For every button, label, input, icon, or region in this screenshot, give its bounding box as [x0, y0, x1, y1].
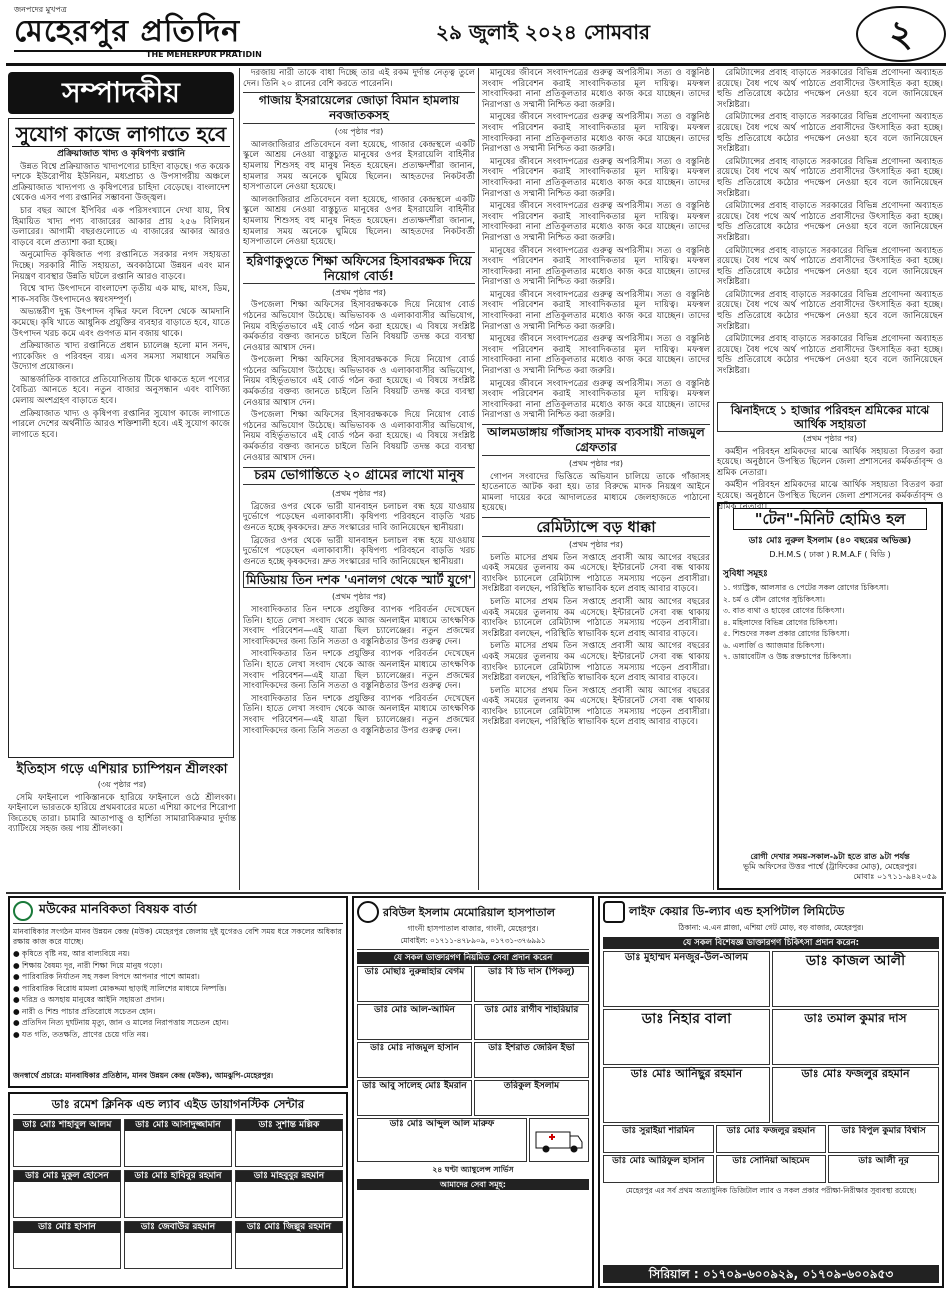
col4-top-text: রেমিট্যান্সের প্রবাহ বাড়াতে সরকারের বিভিন্ন প্রণোদনা অব্যাহত রয়েছে। বৈধ পথে অর্থ পাঠাতে প্রবাসীদের উৎসাহিত করা হচ্ছে। হুন্ডি প্রতিরোধে কঠোর পদক্ষেপ নেওয়া হবে বলে জানিয়েছেন সংশ্লিষ্টরা।	[717, 334, 943, 377]
ads-divider	[6, 892, 946, 894]
doctor-card: ডাঃ মোঃ আব্দুল আল মারুফ	[357, 1118, 527, 1162]
doctor-card: ডাঃ মুহাম্মদ মনজুর-উল-আলম	[603, 951, 770, 1007]
homeo-hours: রোগী দেখার সময়-সকাল-৯টা হতে রাত ৯টা পর্যন্ত	[750, 852, 910, 861]
board-headline: হরিণাকুণ্ডুতে শিক্ষা অফিসের হিসাবরক্ষক দিয়ে নিয়োগ বোর্ড!	[243, 252, 475, 284]
aid-story	[717, 400, 943, 512]
doctor-card: ডাঃ মোঃ নাজমুল হাসান	[357, 1042, 472, 1078]
doctor-card: ডাঃ ইশরাত জেরিন ইভা	[474, 1042, 589, 1078]
list-item: ● শিক্ষায় বৈষম্য দূর, নারী শিক্ষা দিয়ে মানুষ গড়ো।	[13, 960, 163, 970]
page-number: ২	[856, 6, 946, 62]
homeo-title: "টেন"-মিনিট হোমিও হল	[733, 508, 927, 530]
doctor-card: ডাঃ বিপুল কুমার বিশ্বাস	[828, 1125, 939, 1153]
doctor-card: ডাঃ মোঃ ফজলুর রহমান	[772, 1067, 939, 1123]
ambulance-service: ২৪ ঘণ্টা অ্যাম্বুলেন্স সার্ভিস	[432, 1165, 514, 1174]
editorial-banner: সম্পাদকীয়	[8, 72, 234, 114]
remittance-headline: রেমিট্যান্সে বড় ধাক্কা	[482, 517, 710, 537]
board-body: উপজেলা শিক্ষা অফিসের হিসাবরক্ষককে দিয়ে নিয়োগ বোর্ড গঠনের অভিযোগ উঠেছে। অভিভাবক ও এলাকাবাসীর অভিযোগ, নিয়ম বহির্ভূতভাবে এই বোর্ড গঠন করা হয়েছে। এ বিষয়ে সংশ্লিষ্ট কর্মকর্তার বক্তব্য জানতে চাইলে তিনি বিষয়টি তদন্ত করে ব্যবস্থা নেওয়ার আশ্বাস দেন।	[243, 355, 475, 408]
doctor-card: ডাঃ মোঃ শাহাবুল আলম	[13, 1119, 121, 1167]
masthead	[6, 4, 946, 66]
aid-body: কর্মহীন পরিবহন শ্রমিকদের মাঝে আর্থিক সহায়তা বিতরণ করা হয়েছে। অনুষ্ঠানে উপস্থিত ছিলেন জেলা প্রশাসনের কর্মকর্তাবৃন্দ ও শ্রমিক নেতারা।	[717, 480, 943, 512]
editorial-paragraph: চার বছর আগে ইপিবির এক পরিসংখ্যানে দেখা যায়, বিশ্ব হিমায়িত খাদ্য পণ্য বাজারের আকার প্রায় ২৫৬ বিলিয়ন ডলারের। আগামী বছরগুলোতে এ বাজারের আকার আরও বাড়বে বলে প্রত্যাশা করা হচ্ছে।	[12, 205, 230, 248]
remittance-body: চলতি মাসের প্রথম তিন সপ্তাহে প্রবাসী আয় আগের বছরের একই সময়ের তুলনায় কম এসেছে। ইন্টারনেট সেবা বন্ধ থাকায় ব্যাংকিং চ্যানেলে রেমিট্যান্স পাঠাতে সমস্যায় পড়েন প্রবাসীরা। সংশ্লিষ্টরা বলছেন, পরিস্থিতি স্বাভাবিক হলে প্রবাহ আবার বাড়বে।	[482, 596, 710, 639]
editorial-paragraph: আন্তর্জাতিক বাজারে প্রতিযোগিতায় টিকে থাকতে হলে পণ্যের বৈচিত্র্য আনতে হবে। নতুন বাজার অনুসন্ধান এবং বাণিজ্য মেলায় অংশগ্রহণ বাড়াতে হবে।	[12, 374, 230, 407]
ambulance-icon	[529, 1118, 589, 1162]
life-care-ad	[598, 896, 944, 1288]
col4-top-text: রেমিট্যান্সের প্রবাহ বাড়াতে সরকারের বিভিন্ন প্রণোদনা অব্যাহত রয়েছে। বৈধ পথে অর্থ পাঠাতে প্রবাসীদের উৎসাহিত করা হচ্ছে। হুন্ডি প্রতিরোধে কঠোর পদক্ষেপ নেওয়া হবে বলে জানিয়েছেন সংশ্লিষ্টরা।	[717, 156, 943, 199]
homeo-services-list	[723, 583, 937, 662]
doctor-card: ডাঃ মোঃ হাসান	[13, 1221, 121, 1269]
drug-body: গোপন সংবাদের ভিত্তিতে অভিযান চালিয়ে তাকে গাঁজাসহ হাতেনাতে আটক করা হয়। তার বিরুদ্ধে মাদক নিয়ন্ত্রণ আইনে মামলা দায়ের করে আদালতের মাধ্যমে জেলহাজতে পাঠানো হয়েছে।	[482, 471, 710, 514]
homeo-footer	[723, 852, 937, 882]
list-item: ৪. মহিলাদের বিভিন্ন রোগের চিকিৎসা।	[723, 617, 838, 627]
robiul-contact: মোবাইল: ০১৭১১-৪৭৮৯০৯, ০১৭৩১-৩৭৬৯৯১	[357, 936, 589, 950]
list-item: ৬. এলার্জি ও অ্যাজমার চিকিৎসা।	[723, 640, 825, 650]
doctor-card: ডাঃ মোঃ মুকুল হোসেন	[13, 1170, 121, 1218]
list-item: ● প্রতিদিন নিত্য দুর্ঘটনায় মৃত্যু, জান ও মালের নিরাপত্তায় সচেতন হোন।	[13, 1018, 229, 1028]
doctor-card: ডাঃ জেবাউর রহমান	[124, 1221, 232, 1269]
homeo-doctor: ডাঃ মোঃ নুরুল ইসলাম (৪০ বছরের অভিজ্ঞ)	[748, 536, 912, 546]
col3-top-text: মানুষের জীবনে সংবাদপত্রের গুরুত্ব অপরিসীম। সত্য ও বস্তুনিষ্ঠ সংবাদ পরিবেশন করাই সাংবাদিকতার মূল দায়িত্ব। মফস্বল সাংবাদিকরা নানা প্রতিকূলতার মধ্যেও কাজ করে যাচ্ছেন। তাদের নিরাপত্তা ও সম্মানী নিশ্চিত করা জরুরি।	[482, 245, 710, 288]
life-care-logo-icon	[603, 901, 625, 923]
doctor-card: ডাঃ মোঃ আসাদুজ্জামান	[124, 1119, 232, 1167]
column-two	[243, 68, 475, 890]
doctor-card: ডাঃ আলী নূর	[828, 1155, 939, 1183]
doctor-card: ডাঃ মোঃ জিল্লুর রহমান	[235, 1221, 343, 1269]
list-item: ● দরিদ্র ও অসহায় মানুষের আইনি সহায়তা প্রদান।	[13, 995, 165, 1005]
col4-top-text: রেমিট্যান্সের প্রবাহ বাড়াতে সরকারের বিভিন্ন প্রণোদনা অব্যাহত রয়েছে। বৈধ পথে অর্থ পাঠাতে প্রবাসীদের উৎসাহিত করা হচ্ছে। হুন্ডি প্রতিরোধে কঠোর পদক্ষেপ নেওয়া হবে বলে জানিয়েছেন সংশ্লিষ্টরা।	[717, 289, 943, 332]
life-care-doctors-small	[603, 1125, 939, 1183]
gaza-headline: গাজায় ইসরায়েলের জোড়া বিমান হামলায় নবজাতকসহ	[243, 92, 475, 124]
sports-story	[8, 762, 236, 888]
list-item: ● পারিবারিক বিরোধ মামলা মোকদ্দমা ছাড়াই সালিশের মাধ্যমে নিষ্পত্তি।	[13, 983, 227, 993]
hospital-logo-icon	[357, 901, 379, 923]
aid-kicker: (প্রথম পৃষ্ঠার পর)	[802, 434, 858, 443]
mauk-title: মউকের মানবিকতা বিষয়ক বার্তা	[39, 901, 197, 916]
life-care-address: ঠিকানা: এ.এন প্লাজা, এশিয়া গেট মোড়, বড় বাজার, মেহেরপুর।	[678, 923, 864, 932]
editorial-column	[12, 122, 230, 754]
gaza-body: আলজাজিরার প্রতিবেদনে বলা হয়েছে, গাজার কেন্দ্রস্থলে একটি স্কুলে আশ্রয় নেওয়া বাস্তুচ্যুত মানুষের ওপর ইসরায়েলি বাহিনীর হামলায় শিশুসহ বহু মানুষ নিহত হয়েছেন। প্রত্যক্ষদর্শীরা জানান, হামলার সময় অনেকে ঘুমিয়ে ছিলেন। আহতদের নিকটবর্তী হাসপাতালে নেওয়া হয়েছে।	[243, 139, 475, 193]
column-divider	[478, 68, 479, 890]
remittance-body: চলতি মাসের প্রথম তিন সপ্তাহে প্রবাসী আয় আগের বছরের একই সময়ের তুলনায় কম এসেছে। ইন্টারনেট সেবা বন্ধ থাকায় ব্যাংকিং চ্যানেলে রেমিট্যান্স পাঠাতে সমস্যায় পড়েন প্রবাসীরা। সংশ্লিষ্টরা বলছেন, পরিস্থিতি স্বাভাবিক হলে প্রবাহ আবার বাড়বে।	[482, 552, 710, 595]
col4-top-text: রেমিট্যান্সের প্রবাহ বাড়াতে সরকারের বিভিন্ন প্রণোদনা অব্যাহত রয়েছে। বৈধ পথে অর্থ পাঠাতে প্রবাসীদের উৎসাহিত করা হচ্ছে। হুন্ডি প্রতিরোধে কঠোর পদক্ষেপ নেওয়া হবে বলে জানিয়েছেন সংশ্লিষ্টরা।	[717, 112, 943, 155]
aid-headline: ঝিনাইদহে ১ হাজার পরিবহন শ্রমিকের মাঝে আর্থিক সহায়তা	[717, 402, 943, 432]
media-body: সাংবাদিকতার তিন দশকে প্রযুক্তির ব্যাপক পরিবর্তন দেখেছেন তিনি। হাতে লেখা সংবাদ থেকে আজ অনলাইন মাধ্যমে তাৎক্ষণিক সংবাদ পরিবেশন—এই যাত্রা ছিল চ্যালেঞ্জের। নতুন প্রজন্মের সাংবাদিকদের জন্য তিনি সততা ও বস্তুনিষ্ঠতার উপর গুরুত্ব দেন।	[243, 693, 475, 736]
col3-top-text: মানুষের জীবনে সংবাদপত্রের গুরুত্ব অপরিসীম। সত্য ও বস্তুনিষ্ঠ সংবাদ পরিবেশন করাই সাংবাদিকতার মূল দায়িত্ব। মফস্বল সাংবাদিকরা নানা প্রতিকূলতার মধ্যেও কাজ করে যাচ্ছেন। তাদের নিরাপত্তা ও সম্মানী নিশ্চিত করা জরুরি।	[482, 201, 710, 243]
media-kicker: (প্রথম পৃষ্ঠার পর)	[331, 592, 387, 602]
editorial-paragraph: অভ্যন্তরীণ দুগ্ধ উৎপাদন বৃদ্ধির ফলে বিদেশ থেকে আমদানি কমেছে। কৃষি খাতে আধুনিক প্রযুক্তির ব্যবহার বাড়াতে হবে, যাতে উৎপাদন খরচ কমে এবং গুণগত মান বজায় থাকে।	[12, 307, 230, 339]
ramesh-doctors-grid	[13, 1119, 343, 1269]
editorial-paragraph: প্রক্রিয়াজাত খাদ্য রপ্তানিতে প্রধান চ্যালেঞ্জ হলো মান সনদ, প্যাকেজিং ও পরিবহন ব্যয়। এসব সমস্যা সমাধানে সমন্বিত উদ্যোগ প্রয়োজন।	[12, 341, 230, 373]
column-divider	[713, 68, 714, 890]
robiul-services-bar: যে সকল ডাক্তারগণ নিয়মিত সেবা প্রদান করেন	[357, 952, 589, 964]
list-item: ১. গ্যাস্ট্রিক, আলসার ও পেটের সকল রোগের চিকিৎসা।	[723, 583, 889, 592]
mauk-ad	[8, 896, 348, 1088]
crisis-body: ব্রিজের ওপর থেকে ভারী যানবাহন চলাচল বন্ধ হয়ে যাওয়ায় দুর্ভোগে পড়েছেন এলাকাবাসী। কৃষিপণ্য পরিবহনে বাড়তি খরচ গুনতে হচ্ছে কৃষকদের। দ্রুত সংস্কারের দাবি জানিয়েছেন স্থানীয়রা।	[243, 501, 475, 533]
homeo-phone: মোবাঃ ০১৭১১-৯৪২০৫৯	[853, 872, 937, 881]
homeo-address: ভূমি অফিসের উত্তর পার্শ্বে (ট্রাফিকের মোড়), মেহেরপুর।	[743, 862, 917, 871]
media-body: সাংবাদিকতার তিন দশকে প্রযুক্তির ব্যাপক পরিবর্তন দেখেছেন তিনি। হাতে লেখা সংবাদ থেকে আজ অনলাইন মাধ্যমে তাৎক্ষণিক সংবাদ পরিবেশন—এই যাত্রা ছিল চ্যালেঞ্জের। নতুন প্রজন্মের সাংবাদিকদের জন্য তিনি সততা ও বস্তুনিষ্ঠতার উপর গুরুত্ব দেন।	[243, 604, 475, 647]
column-divider	[239, 68, 240, 890]
doctor-card: ডাঃ মোঃ রাগীব শাহরিয়ার	[474, 1004, 589, 1040]
col3-top-text: মানুষের জীবনে সংবাদপত্রের গুরুত্ব অপরিসীম। সত্য ও বস্তুনিষ্ঠ সংবাদ পরিবেশন করাই সাংবাদিকতার মূল দায়িত্ব। মফস্বল সাংবাদিকরা নানা প্রতিকূলতার মধ্যেও কাজ করে যাচ্ছেন। তাদের নিরাপত্তা ও সম্মানী নিশ্চিত করা জরুরি।	[482, 68, 710, 110]
mauk-points	[13, 949, 343, 1040]
life-care-doctors-grid	[603, 951, 939, 1123]
col3-top-text: মানুষের জীবনে সংবাদপত্রের গুরুত্ব অপরিসীম। সত্য ও বস্তুনিষ্ঠ সংবাদ পরিবেশন করাই সাংবাদিকতার মূল দায়িত্ব। মফস্বল সাংবাদিকরা নানা প্রতিকূলতার মধ্যেও কাজ করে যাচ্ছেন। তাদের নিরাপত্তা ও সম্মানী নিশ্চিত করা জরুরি।	[482, 334, 710, 377]
homeo-degree: D.H.M.S ( ঢাকা ) R.M.A.F ( বিডি )	[769, 550, 891, 559]
editorial-paragraph: বিশ্বে খাদ্য উৎপাদনে বাংলাদেশ তৃতীয় এক মাছ, মাংস, ডিম, শাক-সবজি উৎপাদনেও স্বয়ংসম্পূর্ণ।	[12, 284, 230, 305]
life-care-services-bar: যে সকল বিশেষজ্ঞ ডাক্তারগণ চিকিৎসা প্রদান করেন:	[603, 937, 939, 949]
remittance-kicker: (প্রথম পৃষ্ঠার পর)	[568, 539, 624, 549]
col2-top-text: দরজায় নারী তাকে বাধা দিচ্ছে তার এই রকম দুর্দান্ত নেতৃত্ব তুলে দেন। তিনি ২০ রানের বেশি করতে পারেননি।	[243, 68, 475, 89]
col3-top-text: মানুষের জীবনে সংবাদপত্রের গুরুত্ব অপরিসীম। সত্য ও বস্তুনিষ্ঠ সংবাদ পরিবেশন করাই সাংবাদিকতার মূল দায়িত্ব। মফস্বল সাংবাদিকরা নানা প্রতিকূলতার মধ্যেও কাজ করে যাচ্ছেন। তাদের নিরাপত্তা ও সম্মানী নিশ্চিত করা জরুরি।	[482, 289, 710, 332]
list-item: ● নারী ও শিশু পাচার প্রতিরোধে সচেতন হোন।	[13, 1006, 156, 1016]
editorial-kicker: প্রক্রিয়াজাত খাদ্য ও কৃষিপণ্য রপ্তানি	[56, 149, 186, 159]
editorial-paragraph: অনুমোদিত কৃষিজাত পণ্য রপ্তানিতে সরকার নগদ সহায়তা দিচ্ছে। সরকারি নীতি সহায়তা, অবকাঠামো উন্নয়ন এবং মান নিয়ন্ত্রণ ব্যবস্থার উন্নতি ঘটলে রপ্তানি আরও বাড়বে।	[12, 250, 230, 282]
gaza-kicker: (৩য় পৃষ্ঠার পর)	[334, 127, 384, 137]
sports-headline: ইতিহাস গড়ে এশিয়ার চ্যাম্পিয়ন শ্রীলংকা	[16, 762, 228, 777]
col4-top-text: রেমিট্যান্সের প্রবাহ বাড়াতে সরকারের বিভিন্ন প্রণোদনা অব্যাহত রয়েছে। বৈধ পথে অর্থ পাঠাতে প্রবাসীদের উৎসাহিত করা হচ্ছে। হুন্ডি প্রতিরোধে কঠোর পদক্ষেপ নেওয়া হবে বলে জানিয়েছেন সংশ্লিষ্টরা।	[717, 68, 943, 110]
crisis-headline: চরম ভোগান্তিতে ২০ গ্রামের লাখো মানুষ	[243, 467, 475, 485]
media-body: সাংবাদিকতার তিন দশকে প্রযুক্তির ব্যাপক পরিবর্তন দেখেছেন তিনি। হাতে লেখা সংবাদ থেকে আজ অনলাইন মাধ্যমে তাৎক্ষণিক সংবাদ পরিবেশন—এই যাত্রা ছিল চ্যালেঞ্জের। নতুন প্রজন্মের সাংবাদিকদের জন্য তিনি সততা ও বস্তুনিষ্ঠতার উপর গুরুত্ব দেন।	[243, 649, 475, 692]
robiul-hospital-ad	[352, 896, 594, 1288]
life-care-title: লাইফ কেয়ার ডি-ল্যাব এন্ড হসপিটাল লিমিটেড	[629, 903, 845, 918]
life-care-footer: মেহেরপুর এর সর্ব প্রথম অত্যাধুনিক ডিজিটাল ল্যাব ও সকল প্রকার পরীক্ষা-নিরীক্ষার সুব্যবস্থা রয়েছে।	[625, 1186, 917, 1195]
column-three	[482, 68, 710, 890]
robiul-title: রবিউল ইসলাম মেমোরিয়াল হাসপাতাল	[383, 905, 555, 919]
crisis-kicker: (প্রথম পৃষ্ঠার পর)	[331, 489, 387, 499]
sports-body: সেমি ফাইনালে পাকিস্তানকে হারিয়ে ফাইনালে ওঠে শ্রীলংকা। ফাইনালে ভারতকে হারিয়ে প্রথমবারের মতো এশিয়া কাপের শিরোপা জিতেছে তারা। চামারি আতাপাত্তু ও হার্শিতা সামারাবিক্রমার দুর্দান্ত ব্যাটিংয়ে সহজ জয় পায় শ্রীলংকা।	[8, 792, 236, 835]
list-item: ৫. শিশুদের সকল প্রকার রোগের চিকিৎসা।	[723, 629, 850, 638]
doctor-card: ডাঃ মোঃ আরিফুল হাসান	[603, 1155, 714, 1183]
doctor-card: তরিকুল ইসলাম	[474, 1080, 589, 1116]
col3-top-text: মানুষের জীবনে সংবাদপত্রের গুরুত্ব অপরিসীম। সত্য ও বস্তুনিষ্ঠ সংবাদ পরিবেশন করাই সাংবাদিকতার মূল দায়িত্ব। মফস্বল সাংবাদিকরা নানা প্রতিকূলতার মধ্যেও কাজ করে যাচ্ছেন। তাদের নিরাপত্তা ও সম্মানী নিশ্চিত করা জরুরি।	[482, 378, 710, 421]
homeo-hall-ad	[717, 502, 943, 890]
mauk-logo-icon	[13, 901, 33, 921]
remittance-body: চলতি মাসের প্রথম তিন সপ্তাহে প্রবাসী আয় আগের বছরের একই সময়ের তুলনায় কম এসেছে। ইন্টারনেট সেবা বন্ধ থাকায় ব্যাংকিং চ্যানেলে রেমিট্যান্স পাঠাতে সমস্যায় পড়েন প্রবাসীরা। সংশ্লিষ্টরা বলছেন, পরিস্থিতি স্বাভাবিক হলে প্রবাহ আবার বাড়বে।	[482, 685, 710, 728]
ramesh-clinic-ad	[8, 1092, 348, 1288]
doctor-card: ডাঃ বি ডি দাস (পিকলু)	[474, 966, 589, 1002]
col3-top-text: মানুষের জীবনে সংবাদপত্রের গুরুত্ব অপরিসীম। সত্য ও বস্তুনিষ্ঠ সংবাদ পরিবেশন করাই সাংবাদিকতার মূল দায়িত্ব। মফস্বল সাংবাদিকরা নানা প্রতিকূলতার মধ্যেও কাজ করে যাচ্ছেন। তাদের নিরাপত্তা ও সম্মানী নিশ্চিত করা জরুরি।	[482, 112, 710, 155]
doctor-card: ডাঃ মোঃ হাবিবুর রহমান	[124, 1170, 232, 1218]
drug-kicker: (প্রথম পৃষ্ঠার পর)	[568, 459, 624, 468]
newspaper-title: মেহেরপুর প্রতিদিন	[14, 14, 240, 52]
board-body: উপজেলা শিক্ষা অফিসের হিসাবরক্ষককে দিয়ে নিয়োগ বোর্ড গঠনের অভিযোগ উঠেছে। অভিভাবক ও এলাকাবাসীর অভিযোগ, নিয়ম বহির্ভূতভাবে এই বোর্ড গঠন করা হয়েছে। এ বিষয়ে সংশ্লিষ্ট কর্মকর্তার বক্তব্য জানতে চাইলে তিনি বিষয়টি তদন্ত করে ব্যবস্থা নেওয়ার আশ্বাস দেন।	[243, 410, 475, 463]
sports-kicker: (৩য় পৃষ্ঠার পর)	[97, 780, 147, 789]
editorial-paragraph: প্রক্রিয়াজাত খাদ্য ও কৃষিপণ্য রপ্তানির সুযোগ কাজে লাগাতে পারলে দেশের অর্থনীতি আরও শক্তিশালী হবে। এই সুযোগ কাজে লাগাতে হবে।	[12, 408, 230, 440]
ramesh-title: ডাঃ রমেশ ক্লিনিক এন্ড ল্যাব এইড ডায়াগনস্টিক সেন্টার	[13, 1097, 343, 1115]
drug-headline: আলমডাঙ্গায় গাঁজাসহ মাদক ব্যবসায়ী নাজমুল গ্রেফতার	[482, 424, 710, 456]
crisis-body: ব্রিজের ওপর থেকে ভারী যানবাহন চলাচল বন্ধ হয়ে যাওয়ায় দুর্ভোগে পড়েছেন এলাকাবাসী। কৃষিপণ্য পরিবহনে বাড়তি খরচ গুনতে হচ্ছে কৃষকদের। দ্রুত সংস্কারের দাবি জানিয়েছেন স্থানীয়রা।	[243, 535, 475, 567]
doctor-card: ডাঃ সোনিয়া আহমেদ	[716, 1155, 827, 1183]
list-item: ● কৃষিতে বৃষ্টি নয়, আর বাল্যবিয়ে নয়।	[13, 949, 130, 959]
editorial-headline: সুযোগ কাজে লাগাতে হবে	[12, 122, 230, 147]
doctor-card: ডাঃ তমাল কুমার দাস	[772, 1009, 939, 1065]
newspaper-subtitle: THE MEHERPUR PRATIDIN	[146, 50, 262, 59]
aid-body: কর্মহীন পরিবহন শ্রমিকদের মাঝে আর্থিক সহায়তা বিতরণ করা হয়েছে। অনুষ্ঠানে উপস্থিত ছিলেন জেলা প্রশাসনের কর্মকর্তাবৃন্দ ও শ্রমিক নেতারা।	[717, 446, 943, 478]
board-kicker: (প্রথম পৃষ্ঠার পর)	[331, 287, 387, 297]
mauk-intro: মানবাধিকার সংগঠন মানব উন্নয়ন কেন্দ্র (মউক) মেহেরপুর জেলায় দুই যুগেরও বেশি সময় ধরে সকলের অধিকার রক্ষায় কাজ করে যাচ্ছে।	[13, 927, 342, 946]
editorial-paragraph: উন্নত বিশ্বে প্রক্রিয়াজাত খাদ্যপণ্যের চাহিদা বাড়ছে। গত কয়েক দশকে ইউরোপীয় ইউনিয়ন, মধ্যপ্রাচ্য ও উপসাগরীয় অঞ্চলে প্রক্রিয়াজাত খাদ্যপণ্য ও কৃষিপণ্যের চাহিদা বেড়েছে। বাংলাদেশ থেকেও এসব পণ্য রপ্তানির সম্ভাবনা উজ্জ্বল।	[12, 161, 230, 204]
mauk-footer: জনস্বার্থে প্রচারে: মানবাধিকার প্রতিষ্ঠান, মানব উন্নয়ন কেন্দ্র (মউক), আমঝুপি-মেহেরপুর।	[13, 1071, 274, 1080]
doctor-card: ডাঃ মোঃ আল-আমিন	[357, 1004, 472, 1040]
column-four	[717, 68, 943, 398]
list-item: ৭. ডায়াবেটিস ও উচ্চ রক্তচাপের চিকিৎসা।	[723, 652, 852, 661]
issue-date: ২৯ জুলাই ২০২৪ সোমবার	[436, 20, 651, 44]
doctor-card: ডাঃ মাহবুবুর রহমান	[235, 1170, 343, 1218]
doctor-card: ডাঃ কাজল আলী	[772, 951, 939, 1007]
doctor-card: ডাঃ সুরাইয়া শারমিন	[603, 1125, 714, 1153]
gaza-body: আলজাজিরার প্রতিবেদনে বলা হয়েছে, গাজার কেন্দ্রস্থলে একটি স্কুলে আশ্রয় নেওয়া বাস্তুচ্যুত মানুষের ওপর ইসরায়েলি বাহিনীর হামলায় শিশুসহ বহু মানুষ নিহত হয়েছেন। প্রত্যক্ষদর্শীরা জানান, হামলার সময় অনেকে ঘুমিয়ে ছিলেন। আহতদের নিকটবর্তী হাসপাতালে নেওয়া হয়েছে।	[243, 194, 475, 248]
homeo-services-heading: সুবিধা সমূহঃ	[723, 569, 768, 579]
board-body: উপজেলা শিক্ষা অফিসের হিসাবরক্ষককে দিয়ে নিয়োগ বোর্ড গঠনের অভিযোগ উঠেছে। অভিভাবক ও এলাকাবাসীর অভিযোগ, নিয়ম বহির্ভূতভাবে এই বোর্ড গঠন করা হয়েছে। এ বিষয়ে সংশ্লিষ্ট কর্মকর্তার বক্তব্য জানতে চাইলে তিনি বিষয়টি তদন্ত করে ব্যবস্থা নেওয়ার আশ্বাস দেন।	[243, 300, 475, 353]
doctor-card: ডাঃ মোছাঃ নুরুন্নাহার বেগম	[357, 966, 472, 1002]
col3-top-text: মানুষের জীবনে সংবাদপত্রের গুরুত্ব অপরিসীম। সত্য ও বস্তুনিষ্ঠ সংবাদ পরিবেশন করাই সাংবাদিকতার মূল দায়িত্ব। মফস্বল সাংবাদিকরা নানা প্রতিকূলতার মধ্যেও কাজ করে যাচ্ছেন। তাদের নিরাপত্তা ও সম্মানী নিশ্চিত করা জরুরি।	[482, 156, 710, 199]
remittance-body: চলতি মাসের প্রথম তিন সপ্তাহে প্রবাসী আয় আগের বছরের একই সময়ের তুলনায় কম এসেছে। ইন্টারনেট সেবা বন্ধ থাকায় ব্যাংকিং চ্যানেলে রেমিট্যান্স পাঠাতে সমস্যায় পড়েন প্রবাসীরা। সংশ্লিষ্টরা বলছেন, পরিস্থিতি স্বাভাবিক হলে প্রবাহ আবার বাড়বে।	[482, 641, 710, 684]
robiul-doctors-grid	[357, 966, 589, 1116]
list-item: ● যত গতি, ততক্ষতি, প্রাণের চেয়ে গতি নয়।	[13, 1029, 149, 1039]
doctor-card: ডাঃ নিহার বালা	[603, 1009, 770, 1065]
list-item: ৩. বাত ব্যথা ও হাড়ের রোগের চিকিৎসা।	[723, 606, 845, 615]
robiul-address: গাংনী হাসপাতাল বাজার, গাংনী, মেহেরপুর।	[407, 924, 539, 933]
doctor-card: ডাঃ আবু সালেহ মোঃ ইমরান	[357, 1080, 472, 1116]
life-care-serial: সিরিয়াল : ০১৭০৯-৬০০৯২৯, ০১৭০৯-৬০০৯৫৩	[603, 1265, 939, 1283]
doctor-card: ডাঃ সুশান্ত মল্লিক	[235, 1119, 343, 1167]
col4-top-text: রেমিট্যান্সের প্রবাহ বাড়াতে সরকারের বিভিন্ন প্রণোদনা অব্যাহত রয়েছে। বৈধ পথে অর্থ পাঠাতে প্রবাসীদের উৎসাহিত করা হচ্ছে। হুন্ডি প্রতিরোধে কঠোর পদক্ষেপ নেওয়া হবে বলে জানিয়েছেন সংশ্লিষ্টরা।	[717, 245, 943, 288]
col4-top-text: রেমিট্যান্সের প্রবাহ বাড়াতে সরকারের বিভিন্ন প্রণোদনা অব্যাহত রয়েছে। বৈধ পথে অর্থ পাঠাতে প্রবাসীদের উৎসাহিত করা হচ্ছে। হুন্ডি প্রতিরোধে কঠোর পদক্ষেপ নেওয়া হবে বলে জানিয়েছেন সংশ্লিষ্টরা।	[717, 201, 943, 243]
list-item: ২. চর্ম ও যৌন রোগের সুচিকিৎসা।	[723, 594, 825, 604]
list-item: ● পারিবারিক নির্যাতন সহ সকল বিপদে আপনার পাশে আমরা।	[13, 972, 200, 982]
masthead-tagline: জনপদের মুখপত্র	[14, 5, 67, 14]
media-headline: মিডিয়ায় তিন দশক 'এনালগ থেকে স্মার্ট যুগে'	[243, 571, 475, 588]
doctor-card: ডাঃ মোঃ ফজলুর রহমান	[716, 1125, 827, 1153]
robiul-extra-title: আমাদের সেবা সমূহ:	[357, 1179, 589, 1190]
doctor-card: ডাঃ মোঃ আনিছুর রহমান	[603, 1067, 770, 1123]
